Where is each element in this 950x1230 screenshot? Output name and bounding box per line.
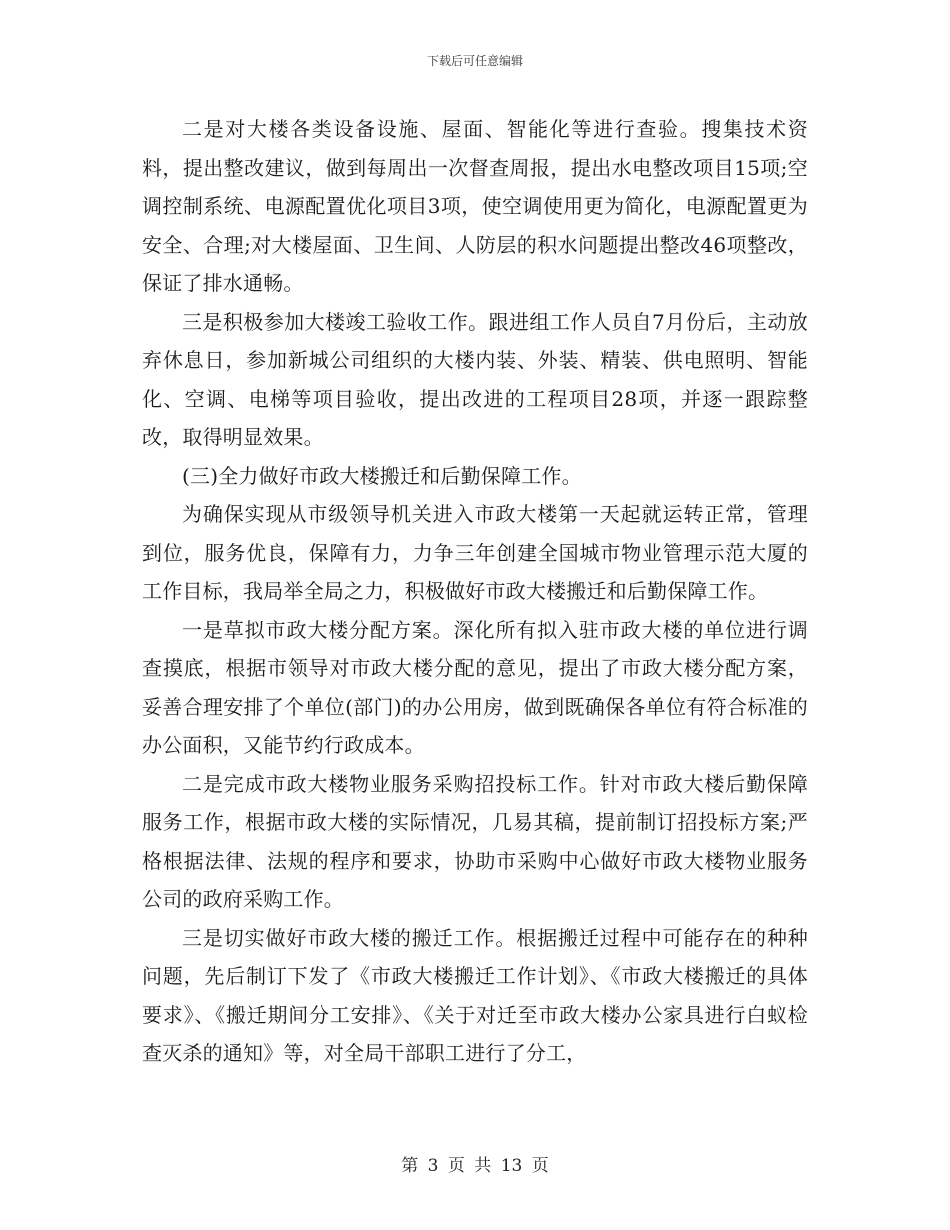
paragraph: 二是对大楼各类设备设施、屋面、智能化等进行查验。搜集技术资料，提出整改建议，做到每周出一次督查周报，提出水电整改项目15项;空调控制系统、电源配置优化项目3项，使空调使用更为简化，电源配置更为安全、合理;对大楼屋面、卫生间、人防层的积水问题提出整改46项整改，保证了排水通畅。 xyxy=(142,117,808,295)
page-number-footer: 第 3 页 共 13 页 xyxy=(401,1156,549,1176)
section-heading: (三)全力做好市政大楼搬迁和后勤保障工作。 xyxy=(182,463,582,488)
paragraph: 一是草拟市政大楼分配方案。深化所有拟入驻市政大楼的单位进行调查摸底，根据市领导对市政大楼分配的意见，提出了市政大楼分配方案，妥善合理安排了个单位(部门)的办公用房，做到既确保各单位有符合标准的办公面积，又能节约行政成本。 xyxy=(142,617,808,757)
paragraph: 三是切实做好市政大楼的搬迁工作。根据搬迁过程中可能存在的种种问题，先后制订下发了《市政大楼搬迁工作计划》、《市政大楼搬迁的具体要求》、《搬迁期间分工安排》、《关于对迁至市政大楼办公家具进行白蚁检查灭杀的通知》等，对全局干部职工进行了分工， xyxy=(142,925,808,1065)
paragraph: 为确保实现从市级领导机关进入市政大楼第一天起就运转正常，管理到位，服务优良，保障有力，力争三年创建全国城市物业管理示范大厦的工作目标，我局举全局之力，积极做好市政大楼搬迁和后勤保障工作。 xyxy=(142,502,808,603)
page-header-note: 下载后可任意编辑 xyxy=(426,54,523,68)
paragraph: 二是完成市政大楼物业服务采购招投标工作。针对市政大楼后勤保障服务工作，根据市政大楼的实际情况，几易其稿，提前制订招投标方案;严格根据法律、法规的程序和要求，协助市采购中心做好市政大楼物业服务公司的政府采购工作。 xyxy=(142,771,808,911)
paragraph: 三是积极参加大楼竣工验收工作。跟进组工作人员自7月份后，主动放弃休息日，参加新城公司组织的大楼内装、外装、精装、供电照明、智能化、空调、电梯等项目验收，提出改进的工程项目28项，并逐一跟踪整改，取得明显效果。 xyxy=(142,309,808,449)
document-body xyxy=(142,110,808,1073)
